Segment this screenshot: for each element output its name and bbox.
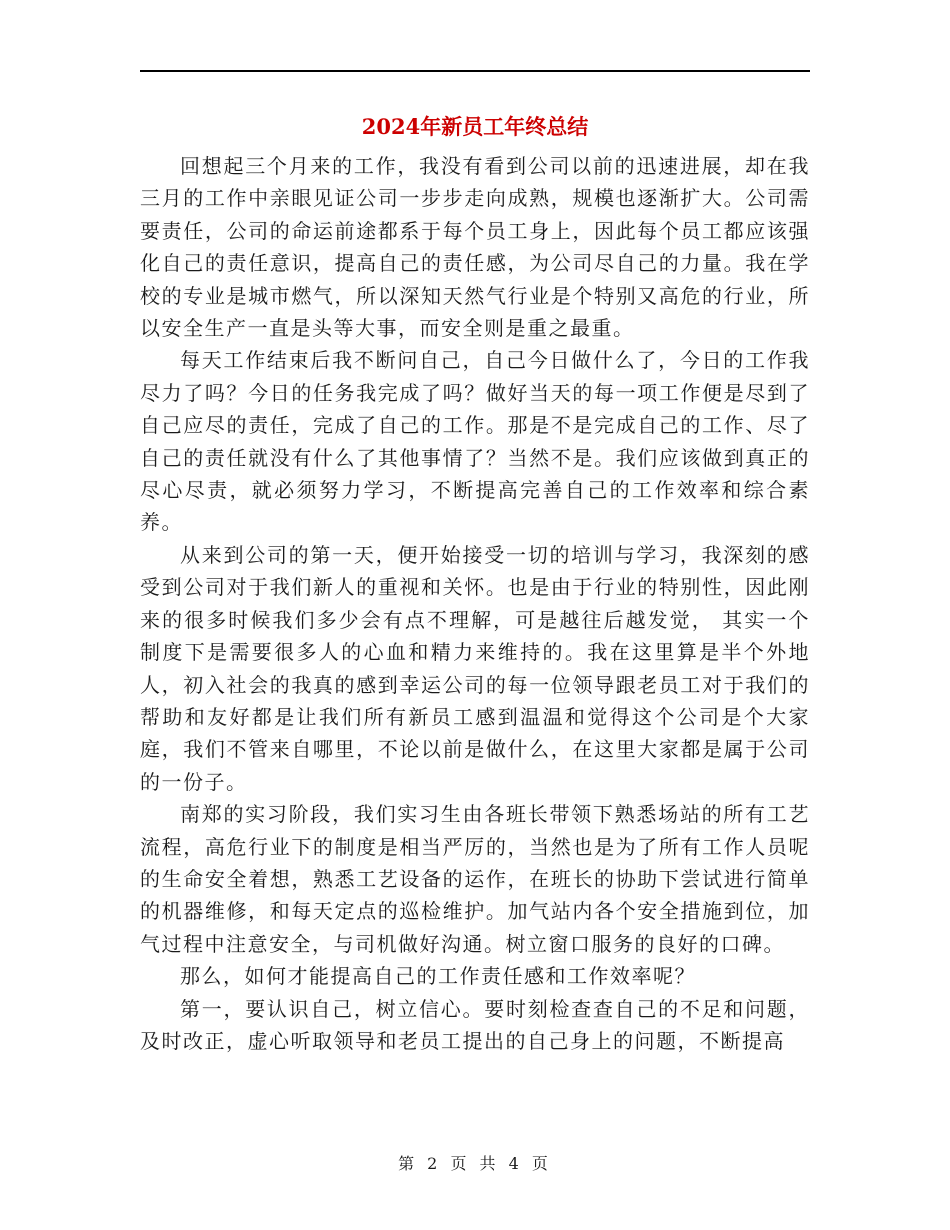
paragraph-6: 第一，要认识自己，树立信心。要时刻检查查自己的不足和问题，及时改正，虚心听取领导和老员工提出的自己身上的问题，不断提高	[140, 996, 810, 1053]
paragraph-5: 那么，如何才能提高自己的工作责任感和工作效率呢？	[180, 964, 696, 989]
document-title: 2024年新员工年终总结	[361, 114, 589, 139]
document-body	[140, 150, 810, 1057]
paragraph-1: 回想起三个月来的工作，我没有看到公司以前的迅速进展，却在我三月的工作中亲眼见证公司一步步走向成熟，规模也逐渐扩大。公司需要责任，公司的命运前途都系于每个员工身上，因此每个员工都应该强化自己的责任意识，提高自己的责任感，为公司尽自己的力量。我在学校的专业是城市燃气，所以深知天然气行业是个特别又高危的行业，所以安全生产一直是头等大事，而安全则是重之最重。	[140, 154, 810, 341]
page-number-footer: 第 2 页 共 4 页	[398, 1154, 552, 1173]
header-rule	[140, 70, 810, 72]
paragraph-2: 每天工作结束后我不断问自己，自己今日做什么了，今日的工作我尽力了吗？今日的任务我完成了吗？做好当天的每一项工作便是尽到了自己应尽的责任，完成了自己的工作。那是不是完成自己的工作、尽了自己的责任就没有什么了其他事情了？当然不是。我们应该做到真正的尽心尽责，就必须努力学习，不断提高完善自己的工作效率和综合素养。	[140, 348, 810, 535]
paragraph-3: 从来到公司的第一天，便开始接受一切的培训与学习，我深刻的感受到公司对于我们新人的重视和关怀。也是由于行业的特别性，因此刚来的很多时候我们多少会有点不理解，可是越往后越发觉， 其实一个制度下是需要很多人的心血和精力来维持的。我在这里算是半个外地人，初入社会的我真的感到幸运公司的每一位领导跟老员工对于我们的帮助和友好都是让我们所有新员工感到温温和觉得这个公司是个大家庭，我们不管来自哪里，不论以前是做什么，在这里大家都是属于公司的一份子。	[140, 542, 810, 794]
paragraph-4: 南郑的实习阶段，我们实习生由各班长带领下熟悉场站的所有工艺流程，高危行业下的制度是相当严厉的，当然也是为了所有工作人员呢的生命安全着想，熟悉工艺设备的运作，在班长的协助下尝试进行简单的机器维修，和每天定点的巡检维护。加气站内各个安全措施到位，加气过程中注意安全，与司机做好沟通。树立窗口服务的良好的口碑。	[140, 802, 810, 956]
